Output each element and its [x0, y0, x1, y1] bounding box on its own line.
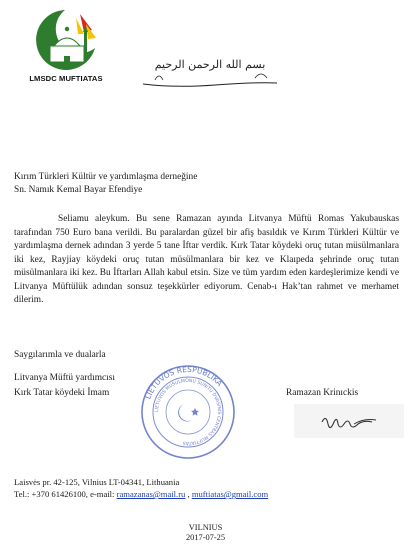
- recipient-line-1: Kırım Türkleri Kültür ve yardımlaşma derneğine: [14, 172, 198, 182]
- letter-body: Seliamu aleykum. Bu sene Ramazan ayında Litvanya Müftü Romas Yakubauskas tarafından 750 Euro bana verildi. Bu paralardan güzel bir afiş basıldık ve Kırım Türkleri Kültür ve yardımlaşma dernek adından 3 yerde 5 tane İftar verdik. Kırk Tatar köydeki oruç tutan müsülmanlara iki kez, Rayjiay köydeki oruç tutan müsülmanlara bir kez ve Klaıpeda şehrinde oruç tutan müsülmanlara iki kez. Bu İftarları Allah kabul etsin. Size ve tüm yardım eden kardeşlerimize kendi ve Litvanya Müftülük adından sonsuz teşekkürler ediyorum. Cenab-ı Hak’tan rahmet ve merhamet dilerim.: [14, 214, 399, 305]
- recipient-line-2: Sn. Namık Kemal Bayar Efendiye: [14, 185, 143, 195]
- signer-title-1: Litvanya Müftü yardımcısı: [14, 373, 116, 383]
- basmala-calligraphy: [135, 58, 285, 96]
- official-stamp-icon: [140, 364, 236, 460]
- date: 2017-07-25: [185, 533, 226, 542]
- basmala-flourish-icon: [135, 58, 285, 96]
- svg-text:LIETUVOS MUSULMONU SUNITU DVAS: LIETUVOS MUSULMONU SUNITU DVASINIS CENTRAS MUFTIATAS: [154, 378, 222, 446]
- mosque-logo-icon: [32, 8, 98, 70]
- footer-address: Laisvės pr. 42-125, Vilnius LT-04341, Lithuania: [14, 477, 180, 487]
- basmala-text: بسم الله الرحمن الرحيم: [154, 58, 266, 71]
- closing-greeting: Saygılarımla ve dualarla: [14, 350, 106, 360]
- contact-prefix: Tel.: +370 61426100, e-mail:: [14, 489, 117, 499]
- email-link-1[interactable]: ramazanas@mail.ru: [116, 489, 186, 499]
- organization-logo: [16, 8, 116, 88]
- svg-text:LIETUVOS RESPUBLIKA: LIETUVOS RESPUBLIKA: [143, 364, 225, 401]
- email-separator: ,: [185, 489, 192, 499]
- logo-name: LMSDC MUFTIATAS: [29, 74, 103, 83]
- place: VILNIUS: [188, 523, 223, 532]
- handwritten-signature: [294, 404, 404, 438]
- signer-name: Ramazan Krinıckis: [286, 388, 359, 398]
- email-link-2[interactable]: muftiatas@gmail.com: [191, 489, 269, 499]
- signer-title-2: Kırk Tatar köydeki İmam: [14, 388, 110, 398]
- footer-contact: [14, 489, 268, 499]
